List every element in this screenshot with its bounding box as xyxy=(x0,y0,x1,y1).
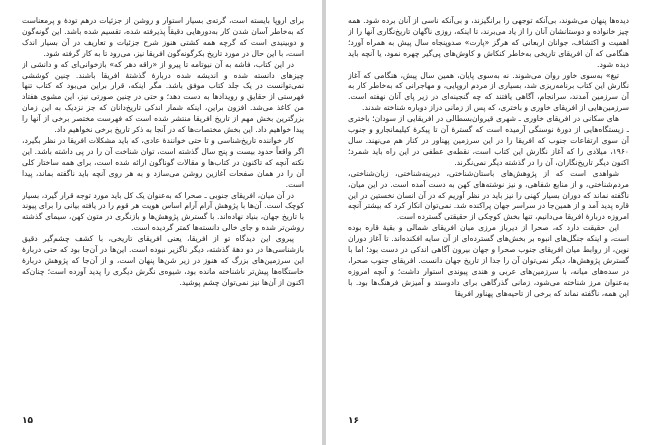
paragraph: در آن میان، افریقای جنوبی ـ صحرا که به‌عنوان یک کل باید مورد توجه قرار گیرد، بسیار کوچک است. آن‌ها با پژوهش آرام آرام اساس هویت هر قوم را در یافته بیانی را برای پیوند با تاریخ جهان، بنیاد نهاده‌اند. با گسترش پژوهش‌ها و بازنگری در متون کهن، سیمای گذشته روشن‌تر شده و جای خالی دانسته‌ها کمتر گردیده است. xyxy=(22,190,304,233)
page-number: ۱۶ xyxy=(348,416,359,426)
right-page xyxy=(326,0,649,445)
paragraph: در این کتاب، فاشه به آن نیوتامه تا پیرو از «راقه دهر که» بازخوانی‌ای که و دانشی از چیزهای دانسته شده و اندیشه شده دربارهٔ گذشتهٔ افریقا باشند. چنین کوششی نمی‌توانست در یک جلد کتاب موفق باشد. مگر اینکه، قرار براین می‌بود که کتاب تنها فهرستی از حقایق و رویدادها به دست دهد؛ و حتی در چنین صورتی نیز، این مشوی هفتاد من کاغذ می‌شد. افزون براین، اینکه شمار اندکی تاریخ‌دانان که جز نزدیک به این زمان بزرگترین بخش مهم از تاریخ افریقا منتشر شده است که فهرست مختصر برخی از آنها را پیدا خواهیم داد. این بخش مختصات‌ها که در آنجا به ذکر تاریخ برخی نخواهیم داد. xyxy=(22,59,304,135)
paragraph: های سکانی در افریقای خاوری ـ شهری قیروان‌بسطالی در افریقایی از سودان؛ باختری ـ زیستگاه‌هایی از دورهٔ نوسنگی آرمیده است که گسترهٔ آن تا پیکرهٔ کیلیمانجارو و جنوب آن سوی ارتفاعات جنوب که افریقا را در این سرزمین پهناور در کنار هم می‌نهند. سال ۱۹۶۰، میلادی را که آغاز نگارش این کتاب است، نقطه‌ی عطفی در این راه باید شمرد؛ اکنون دیگر تاریخ‌نگاران، آن را در گذشته دیگر نمی‌نگرند. xyxy=(348,114,629,167)
paragraph: دیده‌ها پنهان می‌شوند، بی‌آنکه توجهی را برانگیزند، و بی‌آنکه ناسی از آنان برده شود. همه چیز خانواده و دوستانشان آنان را از یاد می‌برند، تا اینکه، روزی ناگهان تاریخ‌نگاری آنها را از اهمیت و اکتشاف، جوانان اربعانی که هرگز «پارت» صدوپنجاه سال پیش به همراه آورد؛ هنگامی که آن افریقای تاریخی به‌خاطر کنکاش و کاوش‌های پی‌گیر چهره نمود، یا آنچه باید دیده شود. xyxy=(348,16,629,69)
paragraph: برای اروپا بایسته است، گرته‌ی بسیار استوار و روشن از جزئیات درهم تودهٔ و پرمعناست که به‌خاطر آسان شدن کار به‌دورهایی دقیقاً پذیرفته شده، تقسیم شده باشد. این گونه‌گون و دوبینیدی است که گرچه همه کشتی هنوز شرح جزئیات و تعاریف در آن بسیار اندک است، با این حال در مورد تاریخ بکرگونه‌گون افریقا نیز، می‌رود تا به کار گرفته شود. xyxy=(22,16,304,58)
page-number: ۱۵ xyxy=(22,416,33,426)
paragraph: شواهدی است که از پژوهش‌های باستان‌شناختی، دیرینه‌شناختی، زبان‌شناختی، مردم‌شناختی، و از منابع شفاهی، و نیز نوشته‌های کهن به دست آمده است. در این میان، ناگفته نماند که دوران بسیار کهنی را نیز باید در نظر آوریم که در آن انسان نخستین در این قاره پدید آمد و از همین‌جا در سراسر جهان پراکنده شد. نمی‌توان انکار کرد که بیشتر آنچه امروزه دربارهٔ افریقا می‌دانیم، تنها بخش کوچکی از حقیقتی گسترده است. xyxy=(348,168,629,222)
paragraph: کار خواننده تاریخ‌شناسی و تا حتی خوانندهٔ عادی، که باید مشکلات افریقا در نظر بگیرد، اگر واقعاً حدود بیست و پنج سال گذشته است، توان شناخت آن را در پی داشته باشد. این نکته آنچه که تاکنون در کتاب‌ها و مقالات گوناگون ارائه شده است، برای همه ساختار کلی آن را در همان صفحات آغازین روشن می‌سازد و به هر روی آنچه باید ناگفته بماند، پیدا است. xyxy=(22,135,304,189)
paragraph: پیروی این دیدگاه تو از افریقا، یعنی افریقای تاریخی، با کشف چشم‌گیر دقیق بازشناسی‌ها در دو دههٔ گذشته، دیگر ناگزیر نبوده است. این‌ها در آن‌جا بود که حتی دربارهٔ این سرزمین‌های بزرگ که هنوز در زیر شن‌ها پنهان است، و از آن‌جا که پژوهش دربارهٔ خاستگاه‌ها پیش‌تر ناشناخته مانده بود، شیوه‌ی نگرش دیگری را پدید آورده است؛ چنان‌که اکنون از آن‌ها نیز نمی‌توان چشم پوشید. xyxy=(22,234,304,287)
left-page xyxy=(0,0,322,445)
paragraph: تیغ» به‌سوی خاور روان می‌شوند. نه به‌سوی پایان، همین سال پیش، هنگامی که آغاز نگارش این کتاب برنامه‌ریزی شد، بسیاری از مردم اروپایی، و مهاجرانی که به‌خاطر کار به آن سرزمین آمدند، سرانجام، آگاهی یافتند که چه گنجینه‌ای در زیر پای آنان نهفته است. سرزمین‌هایی از افریقای خاوری و باختری، که پس از زمانی دراز دوباره شناخته شدند. xyxy=(348,70,629,113)
paragraph: این حقیقت دارد که، صحرا از دیرباز مرزی میان افریقای شمالی و بقیهٔ قاره بوده است، و اینکه جنگل‌های انبوه بر بخش‌های گسترده‌ای از آن سایه افکنده‌اند. تا آغاز دوران نوین، از روابط میان افریقای جنوب صحرا و جهان بیرون آگاهی اندکی در دست بود؛ اما با گسترش پژوهش‌ها، دیگر نمی‌توان آن را جدا از تاریخ جهان دانست. افریقای جنوب صحرا، در سده‌های میانه، با سرزمین‌های عربی و هندی پیوندی استوار داشت؛ و آنچه امروزه به‌عنوان مرز شناخته می‌شود، زمانی گذرگاهی برای دادوستد و آمیزش فرهنگ‌ها بود. با این همه، ناگفته نماند که برخی از تاحیه‌های پهناور افریقا xyxy=(348,223,629,298)
left-page-text xyxy=(22,16,304,407)
right-page-text xyxy=(348,16,629,407)
